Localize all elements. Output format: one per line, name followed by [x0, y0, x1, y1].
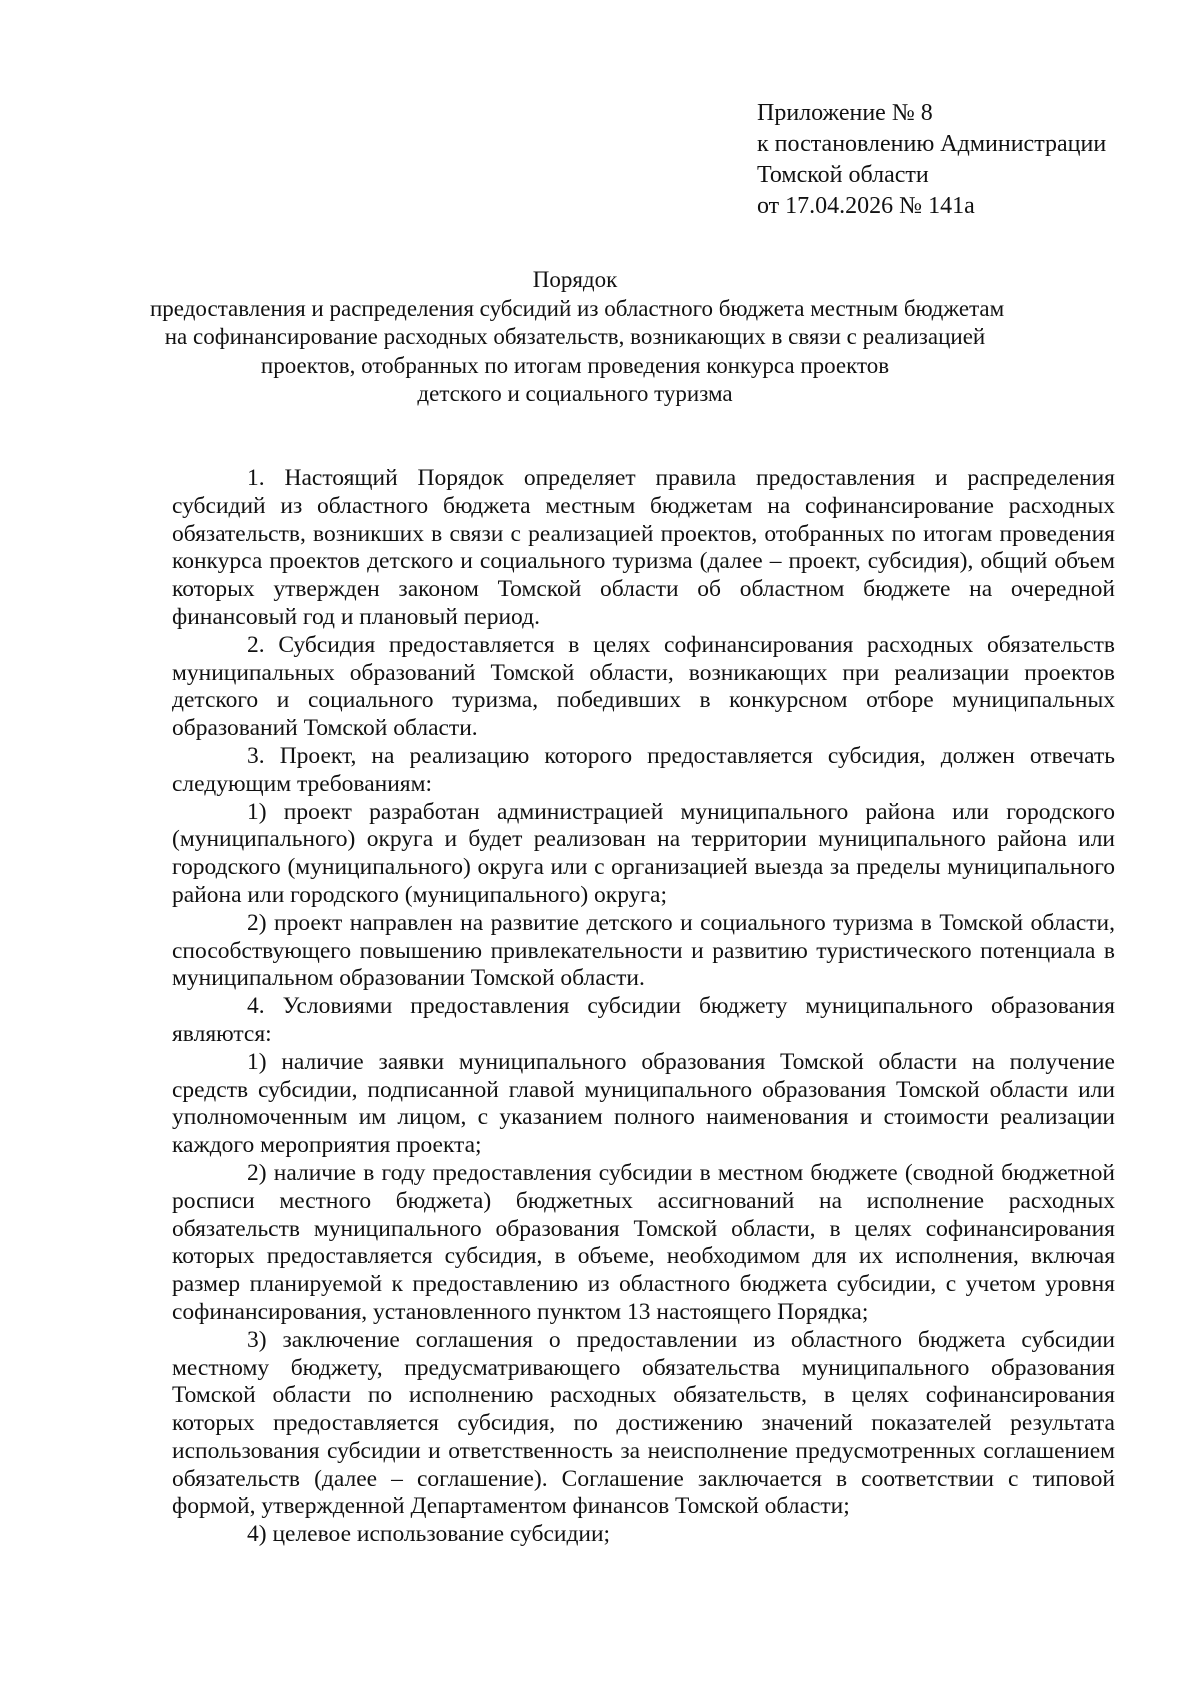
paragraph-1: 1. Настоящий Порядок определяет правила предоставления и распределения субсидий из областного бюджета местным бюджетам на софинансирование расходных обязательств, возникших в связи с реализацией проектов, отобранных по итогам проведения конкурса проектов детского и социального туризма (далее – проект, субсидия), общий объем которых утвержден законом Томской области об областном бюджете на очередной финансовый год и плановый период.	[172, 465, 1115, 630]
paragraph-3-item-2: 2) проект направлен на развитие детского и социального туризма в Томской области, способствующего повышению привлекательности и развитию туристического потенциала в муниципальном образовании Томской области.	[172, 909, 1115, 992]
title-line: детского и социального туризма	[417, 381, 733, 406]
document-body	[172, 465, 1115, 1549]
appendix-resolution: к постановлению Администрации	[757, 131, 1107, 157]
paragraph-3-item-1: 1) проект разработан администрацией муниципального района или городского (муниципального) округа и будет реализован на территории муниципального района или городского (муниципального) округа или с организацией выезда за пределы муниципального района или городского (муниципального) округа;	[172, 798, 1115, 908]
appendix-region: Томской области	[757, 162, 929, 188]
appendix-header	[757, 98, 1106, 222]
paragraph-4-item-1: 1) наличие заявки муниципального образования Томской области на получение средств субсидии, подписанной главой муниципального образования Томской области или уполномоченным им лицом, с указанием полного наименования и стоимости реализации каждого мероприятия проекта;	[172, 1048, 1115, 1159]
paragraph-3: 3. Проект, на реализацию которого предоставляется субсидия, должен отвечать следующим требованиям:	[172, 742, 1115, 797]
paragraph-2: 2. Субсидия предоставляется в целях софинансирования расходных обязательств муниципальных образований Томской области, возникающих при реализации проектов детского и социального туризма, победивших в конкурсном отборе муниципальных образований Томской области.	[172, 631, 1115, 742]
title-line: предоставления и распределения субсидий из областного бюджета местным бюджетам	[150, 295, 1005, 321]
appendix-date: от 17.04.2026 № 141а	[757, 193, 975, 219]
paragraph-4-item-4: 4) целевое использование субсидии;	[247, 1521, 611, 1548]
document-title	[150, 266, 1005, 409]
title-line: проектов, отобранных по итогам проведения конкурса проектов	[260, 352, 890, 378]
title-line: на софинансирование расходных обязательств, возникающих в связи с реализацией	[164, 324, 986, 349]
paragraph-4: 4. Условиями предоставления субсидии бюджету муниципального образования являются:	[172, 993, 1115, 1047]
paragraph-4-item-2: 2) наличие в году предоставления субсидии в местном бюджете (сводной бюджетной росписи местного бюджета) бюджетных ассигнований на исполнение расходных обязательств муниципального образования Томской области, в целях софинансирования которых предоставляется субсидия, в объеме, необходимом для их исполнения, включая размер планируемой к предоставлению из областного бюджета субсидии, с учетом уровня софинансирования, установленного пунктом 13 настоящего Порядка;	[172, 1159, 1115, 1325]
appendix-number: Приложение № 8	[757, 100, 933, 126]
title-heading: Порядок	[532, 267, 618, 292]
paragraph-4-item-3: 3) заключение соглашения о предоставлении из областного бюджета субсидии местному бюджету, предусматривающего обязательства муниципального образования Томской области по исполнению расходных обязательств, в целях софинансирования которых предоставляется субсидия, по достижению значений показателей результата использования субсидии и ответственность за неисполнение предусмотренных соглашением обязательств (далее – соглашение). Соглашение заключается в соответствии с типовой формой, утвержденной Департаментом финансов Томской области;	[172, 1326, 1115, 1520]
